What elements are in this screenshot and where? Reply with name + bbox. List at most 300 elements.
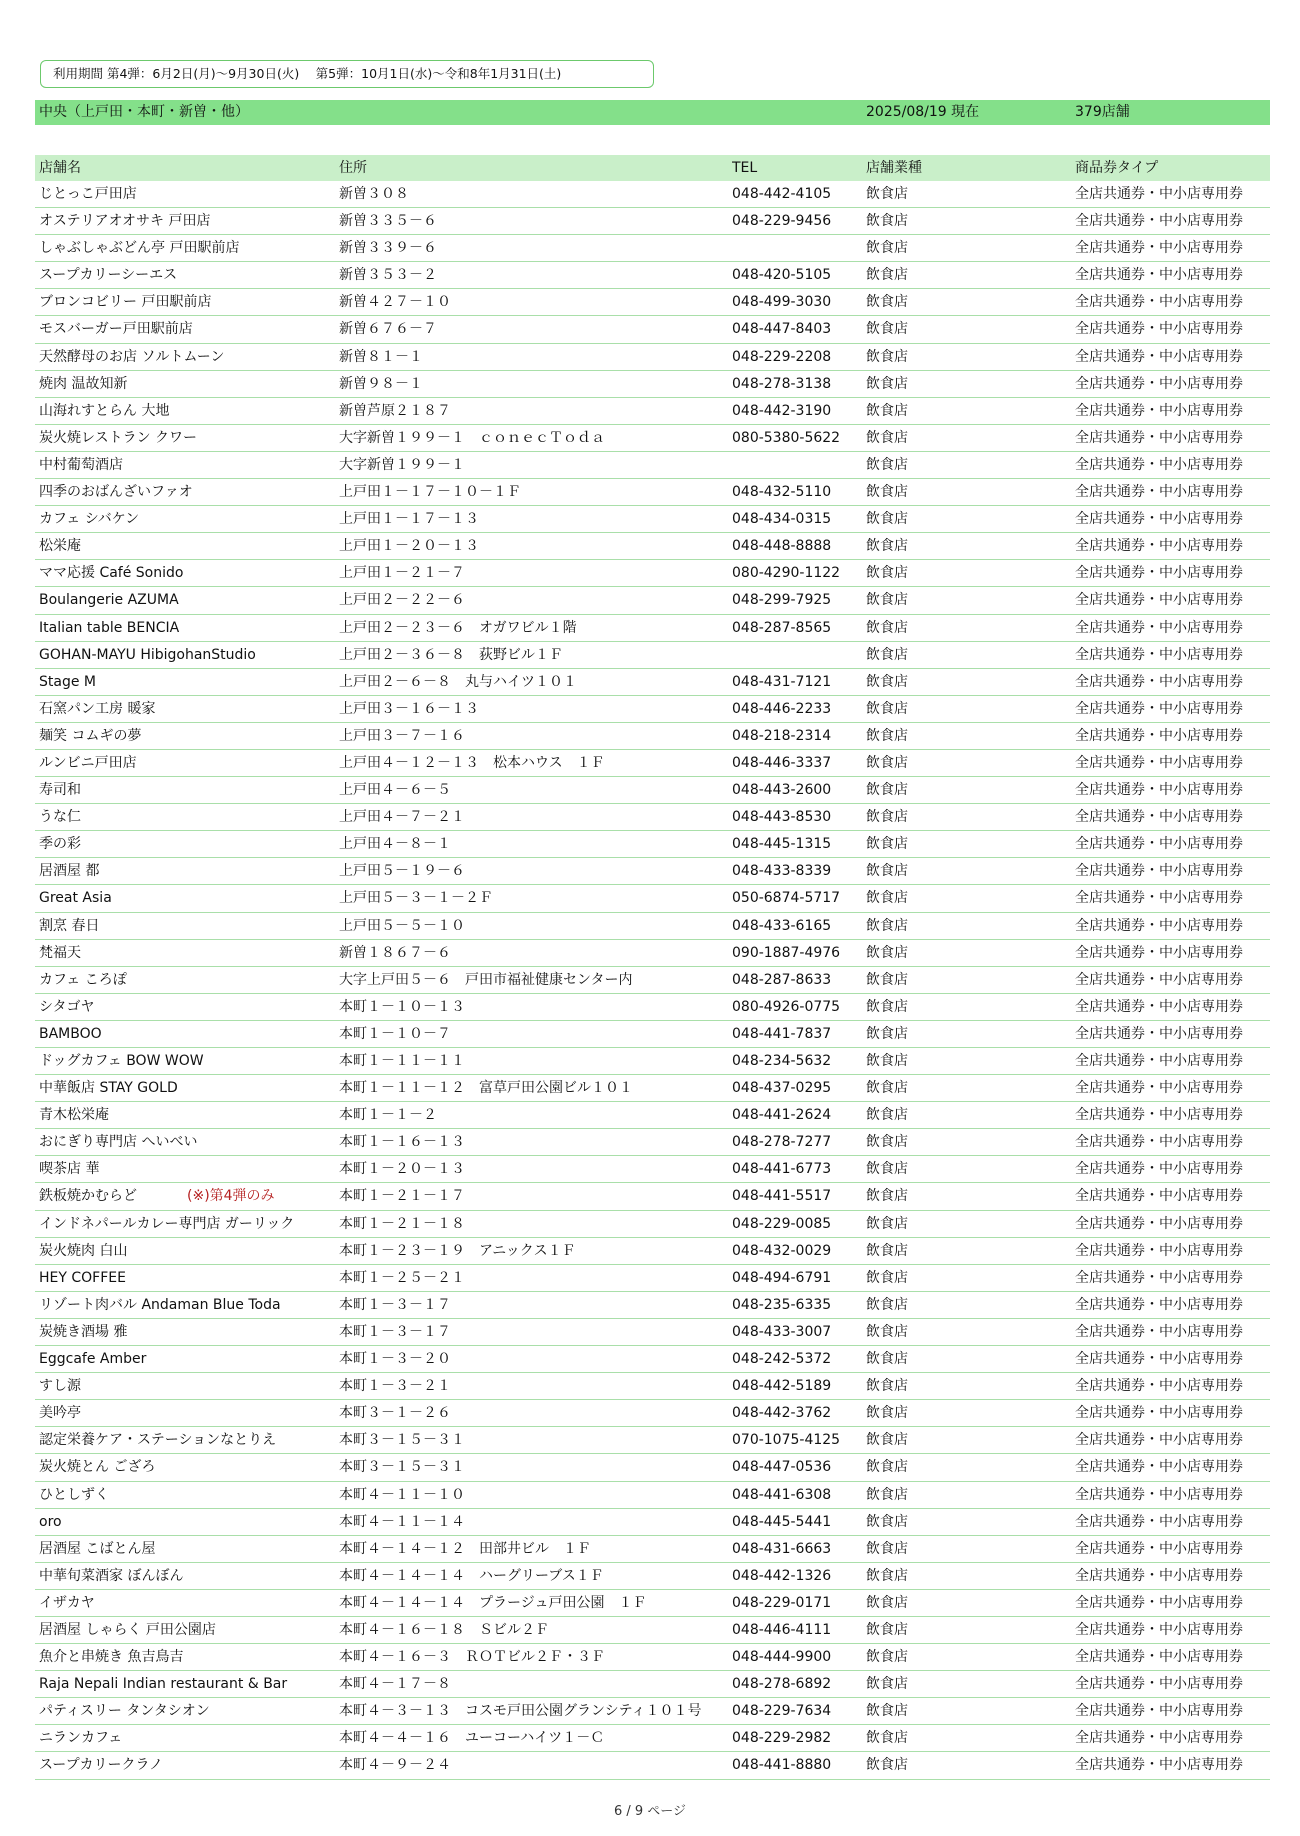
table-row	[35, 1509, 1270, 1536]
store-address: 本町４－１４－１２ 田部井ビル １Ｆ	[339, 1540, 591, 1557]
store-tel: 048-446-2233	[732, 700, 832, 717]
store-address: 上戸田１－１７－１３	[339, 511, 479, 528]
store-address: 上戸田４－６－５	[339, 782, 451, 799]
ticket-type: 全店共通券・中小店専用券	[1075, 1513, 1243, 1530]
table-row	[35, 371, 1270, 398]
store-tel: 048-242-5372	[732, 1351, 832, 1368]
ticket-type: 全店共通券・中小店専用券	[1075, 1676, 1243, 1693]
store-name: すし源	[39, 1378, 81, 1395]
table-row	[35, 479, 1270, 506]
store-type: 飲食店	[866, 1107, 908, 1124]
store-tel: 048-441-8880	[732, 1757, 832, 1774]
store-address: 本町４－３－１３ コスモ戸田公園グランシティ１０１号	[339, 1703, 702, 1720]
store-tel: 048-278-7277	[732, 1134, 832, 1151]
ticket-type: 全店共通券・中小店専用券	[1075, 1269, 1243, 1286]
ticket-type: 全店共通券・中小店専用券	[1075, 1242, 1243, 1259]
table-row	[35, 1617, 1270, 1644]
store-name: Italian table BENCIA	[39, 619, 180, 636]
store-type: 飲食店	[866, 1649, 908, 1666]
store-type: 飲食店	[866, 1540, 908, 1557]
store-type: 飲食店	[866, 402, 908, 419]
table-row	[35, 1752, 1270, 1779]
store-address: 新曽３５３－２	[339, 267, 437, 284]
ticket-type: 全店共通券・中小店専用券	[1075, 429, 1243, 446]
table-row	[35, 642, 1270, 669]
store-name: 魚介と串焼き 魚吉鳥吉	[39, 1649, 184, 1666]
store-type: 飲食店	[866, 1594, 908, 1611]
store-tel: 048-444-9900	[732, 1649, 832, 1666]
ticket-type: 全店共通券・中小店専用券	[1075, 294, 1243, 311]
ticket-type: 全店共通券・中小店専用券	[1075, 863, 1243, 880]
ticket-type: 全店共通券・中小店専用券	[1075, 1567, 1243, 1584]
table-row	[35, 587, 1270, 614]
store-name: モスバーガー戸田駅前店	[39, 321, 193, 338]
store-type: 飲食店	[866, 240, 908, 257]
store-note: (※)第4弾のみ	[187, 1188, 275, 1205]
ticket-type: 全店共通券・中小店専用券	[1075, 1730, 1243, 1747]
store-tel: 048-441-5517	[732, 1188, 832, 1205]
store-address: 本町１－１－２	[339, 1107, 437, 1124]
store-type: 飲食店	[866, 1080, 908, 1097]
store-tel: 048-229-2208	[732, 348, 832, 365]
ticket-type: 全店共通券・中小店専用券	[1075, 321, 1243, 338]
store-tel: 048-299-7925	[732, 592, 832, 609]
ticket-type: 全店共通券・中小店専用券	[1075, 998, 1243, 1015]
ticket-type: 全店共通券・中小店専用券	[1075, 782, 1243, 799]
ticket-type: 全店共通券・中小店専用券	[1075, 1296, 1243, 1313]
table-row	[35, 940, 1270, 967]
table-row	[35, 1536, 1270, 1563]
store-type: 飲食店	[866, 944, 908, 961]
table-row	[35, 398, 1270, 425]
ticket-type: 全店共通券・中小店専用券	[1075, 1703, 1243, 1720]
store-type: 飲食店	[866, 1296, 908, 1313]
store-address: 新曽３３５－６	[339, 213, 437, 230]
page-number: 6 / 9 ページ	[613, 1804, 687, 1819]
store-name: 炭火焼肉 白山	[39, 1242, 128, 1259]
store-name: シタゴヤ	[39, 998, 95, 1015]
store-tel: 048-235-6335	[732, 1296, 832, 1313]
header-address: 住所	[339, 160, 367, 176]
store-name: 炭火焼とん ござろ	[39, 1459, 156, 1476]
store-tel: 048-441-6308	[732, 1486, 832, 1503]
store-address: 上戸田４－８－１	[339, 836, 451, 853]
table-row	[35, 181, 1270, 208]
store-tel: 070-1075-4125	[732, 1432, 841, 1449]
store-name: Eggcafe Amber	[39, 1351, 147, 1368]
store-address: 上戸田１－２０－１３	[339, 538, 479, 555]
store-type: 飲食店	[866, 294, 908, 311]
table-row	[35, 1048, 1270, 1075]
table-row	[35, 425, 1270, 452]
ticket-type: 全店共通券・中小店専用券	[1075, 484, 1243, 501]
table-row	[35, 1563, 1270, 1590]
store-address: 上戸田４－１２－１３ 松本ハウス １Ｆ	[339, 754, 605, 771]
ticket-type: 全店共通券・中小店専用券	[1075, 375, 1243, 392]
table-row	[35, 1373, 1270, 1400]
store-name: 居酒屋 しゃらく 戸田公園店	[39, 1621, 216, 1638]
store-tel: 048-432-0029	[732, 1242, 832, 1259]
store-address: 本町１－１０－１３	[339, 998, 465, 1015]
table-row	[35, 1238, 1270, 1265]
store-type: 飲食店	[866, 267, 908, 284]
store-address: 大字上戸田５－６ 戸田市福祉健康センター内	[339, 971, 633, 988]
store-tel: 048-448-8888	[732, 538, 832, 555]
store-tel: 048-229-9456	[732, 213, 832, 230]
table-row	[35, 1671, 1270, 1698]
store-address: 本町１－３－１７	[339, 1323, 451, 1340]
ticket-type: 全店共通券・中小店専用券	[1075, 646, 1243, 663]
store-tel: 080-5380-5622	[732, 429, 841, 446]
store-type: 飲食店	[866, 863, 908, 880]
store-name: イザカヤ	[39, 1594, 95, 1611]
store-type: 飲食店	[866, 1676, 908, 1693]
store-name: 四季のおばんざいファオ	[39, 484, 193, 501]
store-name: BAMBOO	[39, 1025, 102, 1042]
store-tel: 090-1887-4976	[732, 944, 841, 961]
store-type: 飲食店	[866, 1161, 908, 1178]
store-type: 飲食店	[866, 1025, 908, 1042]
table-row	[35, 1644, 1270, 1671]
store-address: 新曽１８６７－６	[339, 944, 451, 961]
store-tel: 048-445-1315	[732, 836, 832, 853]
region-date: 2025/08/19 現在	[866, 104, 980, 120]
store-address: 上戸田１－１７－１０－１Ｆ	[339, 484, 521, 501]
ticket-type: 全店共通券・中小店専用券	[1075, 1486, 1243, 1503]
table-row	[35, 885, 1270, 912]
store-type: 飲食店	[866, 754, 908, 771]
store-address: 本町４－１６－１８ Ｓビル２Ｆ	[339, 1621, 549, 1638]
store-type: 飲食店	[866, 429, 908, 446]
store-type: 飲食店	[866, 1134, 908, 1151]
store-tel: 048-218-2314	[732, 727, 832, 744]
ticket-type: 全店共通券・中小店専用券	[1075, 890, 1243, 907]
store-name: 寿司和	[39, 782, 81, 799]
store-address: 大字新曽１９９－１	[339, 456, 465, 473]
store-table	[35, 155, 1270, 1780]
ticket-type: 全店共通券・中小店専用券	[1075, 267, 1243, 284]
ticket-type: 全店共通券・中小店専用券	[1075, 213, 1243, 230]
table-row	[35, 1590, 1270, 1617]
store-name: oro	[39, 1513, 62, 1530]
store-tel: 048-278-3138	[732, 375, 832, 392]
store-tel: 048-431-6663	[732, 1540, 832, 1557]
store-name: 中華旬菜酒家 ぼんぼん	[39, 1567, 184, 1584]
ticket-type: 全店共通券・中小店専用券	[1075, 1459, 1243, 1476]
store-tel: 048-433-3007	[732, 1323, 832, 1340]
store-address: 上戸田２－６－８ 丸与ハイツ１０１	[339, 673, 577, 690]
ticket-type: 全店共通券・中小店専用券	[1075, 1621, 1243, 1638]
store-tel: 048-287-8565	[732, 619, 832, 636]
table-row	[35, 967, 1270, 994]
ticket-type: 全店共通券・中小店専用券	[1075, 836, 1243, 853]
store-address: 上戸田２－２３－６ オガワビル１階	[339, 619, 577, 636]
store-tel: 048-431-7121	[732, 673, 832, 690]
store-address: 上戸田２－２２－６	[339, 592, 465, 609]
table-row	[35, 1156, 1270, 1183]
store-name: ブロンコビリー 戸田駅前店	[39, 294, 212, 311]
store-name: 炭焼き酒場 雅	[39, 1323, 128, 1340]
store-address: 本町４－４－１６ ユーコーハイツ１－Ｃ	[339, 1730, 605, 1747]
table-row	[35, 1698, 1270, 1725]
store-address: 上戸田３－７－１６	[339, 727, 465, 744]
store-name: ニランカフェ	[39, 1730, 123, 1747]
table-row	[35, 344, 1270, 371]
ticket-type: 全店共通券・中小店専用券	[1075, 1215, 1243, 1232]
store-address: 本町４－１４－１４ プラージュ戸田公園 １Ｆ	[339, 1594, 647, 1611]
ticket-type: 全店共通券・中小店専用券	[1075, 186, 1243, 202]
store-name: 麺笑 コムギの夢	[39, 727, 142, 744]
store-tel: 048-234-5632	[732, 1053, 832, 1069]
ticket-type: 全店共通券・中小店専用券	[1075, 1323, 1243, 1340]
table-row	[35, 831, 1270, 858]
table-row	[35, 452, 1270, 479]
store-tel: 048-441-2624	[732, 1107, 832, 1124]
ticket-type: 全店共通券・中小店専用券	[1075, 1053, 1243, 1069]
table-row	[35, 1265, 1270, 1292]
store-tel: 048-287-8633	[732, 971, 832, 988]
ticket-type: 全店共通券・中小店専用券	[1075, 971, 1243, 988]
store-tel: 080-4290-1122	[732, 565, 841, 582]
store-address: 上戸田４－７－２１	[339, 809, 465, 826]
store-address: 本町３－１５－３１	[339, 1432, 465, 1449]
store-name: 中村葡萄酒店	[39, 456, 123, 473]
store-type: 飲食店	[866, 700, 908, 717]
table-row	[35, 1427, 1270, 1454]
store-type: 飲食店	[866, 1567, 908, 1584]
table-row	[35, 1725, 1270, 1752]
ticket-type: 全店共通券・中小店専用券	[1075, 456, 1243, 473]
ticket-type: 全店共通券・中小店専用券	[1075, 1594, 1243, 1611]
store-address: 新曽３０８	[339, 186, 409, 202]
store-tel: 048-433-8339	[732, 863, 832, 880]
store-name: うな仁	[39, 809, 81, 826]
store-name: 焼肉 温故知新	[39, 375, 128, 392]
store-name: スープカリークラノ	[39, 1757, 164, 1774]
store-name: しゃぶしゃぶどん亭 戸田駅前店	[39, 240, 240, 257]
store-name: リゾート肉バル Andaman Blue Toda	[39, 1296, 281, 1313]
store-type: 飲食店	[866, 727, 908, 744]
table-row	[35, 208, 1270, 235]
store-address: 新曽９８－１	[339, 375, 423, 392]
ticket-type: 全店共通券・中小店専用券	[1075, 944, 1243, 961]
store-address: 上戸田５－１９－６	[339, 863, 465, 880]
store-tel: 048-446-4111	[732, 1621, 832, 1638]
store-address: 新曽芦原２１８７	[339, 402, 451, 419]
store-address: 本町３－１－２６	[339, 1405, 451, 1422]
store-type: 飲食店	[866, 1323, 908, 1340]
store-tel: 048-442-3762	[732, 1405, 832, 1422]
header-store-type: 店舗業種	[866, 160, 922, 176]
region-header-bar	[35, 100, 1270, 125]
store-name: 山海れすとらん 大地	[39, 402, 170, 419]
store-address: 本町１－１１－１１	[339, 1053, 465, 1069]
store-address: 新曽４２７－１０	[339, 294, 451, 311]
store-name: HEY COFFEE	[39, 1269, 126, 1286]
store-address: 上戸田１－２１－７	[339, 565, 465, 582]
store-name: 天然酵母のお店 ソルトムーン	[39, 348, 225, 365]
store-type: 飲食店	[866, 809, 908, 826]
table-row	[35, 1129, 1270, 1156]
ticket-type: 全店共通券・中小店専用券	[1075, 538, 1243, 555]
store-type: 飲食店	[866, 213, 908, 230]
store-tel: 048-442-1326	[732, 1567, 832, 1584]
store-name: Raja Nepali Indian restaurant & Bar	[39, 1676, 288, 1693]
ticket-type: 全店共通券・中小店専用券	[1075, 754, 1243, 771]
table-row	[35, 1211, 1270, 1238]
store-type: 飲食店	[866, 538, 908, 555]
store-type: 飲食店	[866, 998, 908, 1015]
store-type: 飲食店	[866, 646, 908, 663]
store-type: 飲食店	[866, 1215, 908, 1232]
store-address: 本町１－３－２０	[339, 1351, 451, 1368]
store-type: 飲食店	[866, 1621, 908, 1638]
store-type: 飲食店	[866, 321, 908, 338]
table-row	[35, 777, 1270, 804]
table-row	[35, 723, 1270, 750]
store-tel: 048-442-5189	[732, 1378, 832, 1395]
table-row	[35, 235, 1270, 262]
ticket-type: 全店共通券・中小店専用券	[1075, 1080, 1243, 1097]
store-address: 本町１－３－２１	[339, 1378, 451, 1395]
store-tel: 048-443-2600	[732, 782, 832, 799]
store-address: 本町１－２１－１８	[339, 1215, 465, 1232]
store-address: 上戸田２－３６－８ 荻野ビル１Ｆ	[339, 646, 563, 663]
region-store-count: 379店舗	[1075, 104, 1130, 120]
store-type: 飲食店	[866, 1242, 908, 1259]
table-row	[35, 1292, 1270, 1319]
store-name: ひとしずく	[39, 1486, 109, 1503]
table-row	[35, 289, 1270, 316]
store-type: 飲食店	[866, 1432, 908, 1449]
table-row	[35, 669, 1270, 696]
ticket-type: 全店共通券・中小店専用券	[1075, 1540, 1243, 1557]
ticket-type: 全店共通券・中小店専用券	[1075, 240, 1243, 257]
store-type: 飲食店	[866, 484, 908, 501]
store-type: 飲食店	[866, 1351, 908, 1368]
table-row	[35, 994, 1270, 1021]
store-name: オステリアオオサキ 戸田店	[39, 213, 211, 230]
header-ticket-type: 商品券タイプ	[1075, 160, 1159, 176]
table-row	[35, 804, 1270, 831]
store-tel: 048-442-3190	[732, 402, 832, 419]
table-row	[35, 1102, 1270, 1129]
usage-period-box: 利用期間 第4弾：6月2日(月)～9月30日(火) 第5弾：10月1日(水)～令和8年1月31日(土)	[40, 60, 654, 88]
table-row	[35, 858, 1270, 885]
store-name: ママ応援 Café Sonido	[39, 565, 184, 582]
store-address: 新曽８１－１	[339, 348, 423, 365]
store-type: 飲食店	[866, 592, 908, 609]
table-row	[35, 560, 1270, 587]
store-name: 炭火焼レストラン クワー	[39, 429, 198, 446]
table-row	[35, 696, 1270, 723]
table-row	[35, 316, 1270, 343]
ticket-type: 全店共通券・中小店専用券	[1075, 727, 1243, 744]
ticket-type: 全店共通券・中小店専用券	[1075, 592, 1243, 609]
store-name: 居酒屋 都	[39, 863, 100, 880]
ticket-type: 全店共通券・中小店専用券	[1075, 809, 1243, 826]
table-row	[35, 1021, 1270, 1048]
store-type: 飲食店	[866, 1730, 908, 1747]
store-address: 大字新曽１９９－１ ｃｏｎｅｃＴｏｄａ	[339, 429, 605, 446]
store-type: 飲食店	[866, 1378, 908, 1395]
store-address: 上戸田３－１６－１３	[339, 700, 479, 717]
ticket-type: 全店共通券・中小店専用券	[1075, 1649, 1243, 1666]
store-address: 本町１－２３－１９ アニックス１Ｆ	[339, 1242, 576, 1259]
ticket-type: 全店共通券・中小店専用券	[1075, 511, 1243, 528]
ticket-type: 全店共通券・中小店専用券	[1075, 1188, 1243, 1205]
store-type: 飲食店	[866, 1703, 908, 1720]
table-row	[35, 262, 1270, 289]
ticket-type: 全店共通券・中小店専用券	[1075, 1134, 1243, 1151]
store-type: 飲食店	[866, 1269, 908, 1286]
header-tel: TEL	[732, 160, 758, 176]
store-tel: 048-432-5110	[732, 484, 832, 501]
store-tel: 048-420-5105	[732, 267, 832, 284]
store-name: 青木松栄庵	[39, 1107, 109, 1124]
store-type: 飲食店	[866, 511, 908, 528]
store-name: Stage M	[39, 673, 96, 690]
ticket-type: 全店共通券・中小店専用券	[1075, 1757, 1243, 1774]
store-name: インドネパールカレー専門店 ガーリック	[39, 1215, 295, 1232]
store-type: 飲食店	[866, 1053, 908, 1069]
store-address: 本町１－３－１７	[339, 1296, 451, 1313]
table-header-row	[35, 155, 1270, 181]
store-name: ドッグカフェ BOW WOW	[39, 1053, 204, 1069]
table-row	[35, 1075, 1270, 1102]
store-address: 本町１－１０－７	[339, 1025, 451, 1042]
store-tel: 048-433-6165	[732, 917, 832, 934]
store-name: 割烹 春日	[39, 917, 100, 934]
store-type: 飲食店	[866, 917, 908, 934]
store-type: 飲食店	[866, 890, 908, 907]
store-type: 飲食店	[866, 782, 908, 799]
store-name: カフェ シバケン	[39, 511, 140, 528]
store-name: おにぎり専門店 へいべい	[39, 1134, 198, 1151]
store-tel: 048-447-8403	[732, 321, 832, 338]
store-type: 飲食店	[866, 836, 908, 853]
store-name: ルンビニ戸田店	[39, 754, 137, 771]
store-name: 認定栄養ケア・ステーションなとりえ	[39, 1432, 277, 1449]
store-address: 本町４－１１－１０	[339, 1486, 465, 1503]
store-address: 本町３－１５－３１	[339, 1459, 465, 1476]
header-store-name: 店舗名	[39, 160, 81, 176]
store-name: スープカリーシーエス	[39, 267, 178, 284]
ticket-type: 全店共通券・中小店専用券	[1075, 1378, 1243, 1395]
store-tel: 048-229-0171	[732, 1594, 832, 1611]
store-address: 本町１－１６－１３	[339, 1134, 465, 1151]
store-tel: 048-278-6892	[732, 1676, 832, 1693]
store-address: 本町１－２０－１３	[339, 1161, 465, 1178]
store-type: 飲食店	[866, 673, 908, 690]
ticket-type: 全店共通券・中小店専用券	[1075, 402, 1243, 419]
region-name: 中央（上戸田・本町・新曽・他）	[39, 104, 249, 120]
store-tel: 048-441-7837	[732, 1025, 832, 1042]
store-name: パティスリー タンタシオン	[39, 1703, 210, 1720]
store-address: 本町１－２５－２１	[339, 1269, 465, 1286]
store-type: 飲食店	[866, 1513, 908, 1530]
ticket-type: 全店共通券・中小店専用券	[1075, 917, 1243, 934]
table-row	[35, 506, 1270, 533]
store-tel: 048-494-6791	[732, 1269, 832, 1286]
ticket-type: 全店共通券・中小店専用券	[1075, 1025, 1243, 1042]
ticket-type: 全店共通券・中小店専用券	[1075, 1405, 1243, 1422]
store-tel: 048-434-0315	[732, 511, 832, 528]
table-row	[35, 913, 1270, 940]
store-tel: 048-229-0085	[732, 1215, 832, 1232]
store-name: カフェ ころぽ	[39, 971, 127, 988]
ticket-type: 全店共通券・中小店専用券	[1075, 565, 1243, 582]
